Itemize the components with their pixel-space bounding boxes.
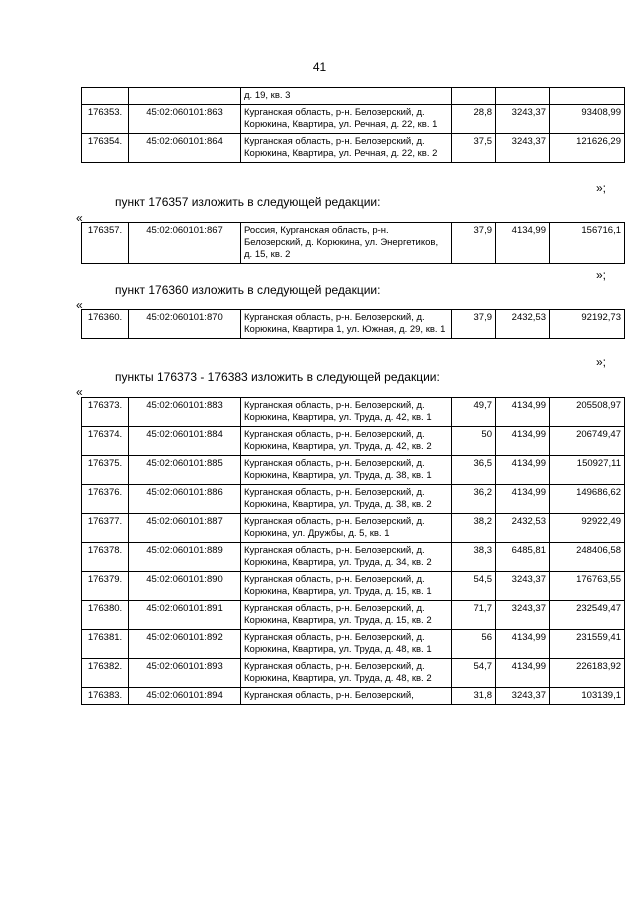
value: 92922,49: [550, 514, 625, 543]
rate: 6485,81: [496, 543, 550, 572]
area: 37,9: [452, 310, 496, 339]
area: 38,3: [452, 543, 496, 572]
table-row: [82, 485, 625, 514]
rate: 2432,53: [496, 514, 550, 543]
row-number: 176381.: [82, 630, 129, 659]
row-number: 176377.: [82, 514, 129, 543]
cadastral-number: 45:02:060101:889: [129, 543, 241, 572]
rate: 4134,99: [496, 630, 550, 659]
table-row: [82, 659, 625, 688]
rate: 4134,99: [496, 223, 550, 264]
value: 248406,58: [550, 543, 625, 572]
row-number: 176375.: [82, 456, 129, 485]
area: 49,7: [452, 398, 496, 427]
address: Курганская область, р-н. Белозерский, д. Корюкина, Квартира, ул. Речная, д. 22, кв. 1: [241, 105, 452, 134]
value: 156716,1: [550, 223, 625, 264]
rate: 4134,99: [496, 659, 550, 688]
rate: 4134,99: [496, 398, 550, 427]
cadastral-number: 45:02:060101:863: [129, 105, 241, 134]
address: Курганская область, р-н. Белозерский, д. Корюкина, Квартира, ул. Труда, д. 15, кв. 1: [241, 572, 452, 601]
table-row: [82, 688, 625, 705]
row-number: 176353.: [82, 105, 129, 134]
value: 92192,73: [550, 310, 625, 339]
table-row: [82, 134, 625, 163]
register-table: [81, 222, 625, 264]
row-number: 176382.: [82, 659, 129, 688]
amendment-paragraph: пункт 176360 изложить в следующей редакции:: [115, 283, 381, 297]
value: 149686,62: [550, 485, 625, 514]
table-row: [82, 223, 625, 264]
address: Курганская область, р-н. Белозерский, д. Корюкина, Квартира, ул. Труда, д. 38, кв. 1: [241, 456, 452, 485]
cadastral-number: 45:02:060101:890: [129, 572, 241, 601]
table-row: [82, 398, 625, 427]
amendment-paragraph: пункты 176373 - 176383 изложить в следующей редакции:: [115, 370, 440, 384]
rate: 3243,37: [496, 134, 550, 163]
cadastral-number: 45:02:060101:864: [129, 134, 241, 163]
value: 226183,92: [550, 659, 625, 688]
row-number: 176374.: [82, 427, 129, 456]
address: д. 19, кв. 3: [241, 88, 452, 105]
amendment-paragraph: пункт 176357 изложить в следующей редакции:: [115, 195, 381, 209]
table-row: [82, 427, 625, 456]
table-row: [82, 310, 625, 339]
value: 205508,97: [550, 398, 625, 427]
row-number: 176357.: [82, 223, 129, 264]
cadastral-number: 45:02:060101:893: [129, 659, 241, 688]
area: 54,7: [452, 659, 496, 688]
area: 28,8: [452, 105, 496, 134]
area: 38,2: [452, 514, 496, 543]
table-row: [82, 88, 625, 105]
row-number: 176379.: [82, 572, 129, 601]
area: 37,5: [452, 134, 496, 163]
address: Курганская область, р-н. Белозерский, д. Корюкина, Квартира, ул. Труда, д. 42, кв. 1: [241, 398, 452, 427]
cadastral-number: 45:02:060101:884: [129, 427, 241, 456]
value: 176763,55: [550, 572, 625, 601]
table-row: [82, 456, 625, 485]
area: 31,8: [452, 688, 496, 705]
value: 103139,1: [550, 688, 625, 705]
opening-quote: «: [76, 385, 83, 399]
table-row: [82, 105, 625, 134]
value: 121626,29: [550, 134, 625, 163]
cadastral-number: 45:02:060101:883: [129, 398, 241, 427]
register-table: [81, 87, 625, 163]
area: 36,2: [452, 485, 496, 514]
address: Курганская область, р-н. Белозерский, д. Корюкина, Квартира, ул. Труда, д. 15, кв. 2: [241, 601, 452, 630]
cadastral-number: 45:02:060101:886: [129, 485, 241, 514]
address: Курганская область, р-н. Белозерский, д. Корюкина, Квартира, ул. Труда, д. 34, кв. 2: [241, 543, 452, 572]
rate: 3243,37: [496, 105, 550, 134]
rate: 2432,53: [496, 310, 550, 339]
rate: 3243,37: [496, 572, 550, 601]
cadastral-number: 45:02:060101:891: [129, 601, 241, 630]
value: 206749,47: [550, 427, 625, 456]
cadastral-number: [129, 88, 241, 105]
register-table: [81, 309, 625, 339]
value: 231559,41: [550, 630, 625, 659]
opening-quote: «: [76, 298, 83, 312]
cadastral-number: 45:02:060101:892: [129, 630, 241, 659]
address: Курганская область, р-н. Белозерский, д. Корюкина, Квартира, ул. Труда, д. 38, кв. 2: [241, 485, 452, 514]
area: 50: [452, 427, 496, 456]
area: 71,7: [452, 601, 496, 630]
closing-quote: »;: [595, 181, 606, 195]
closing-quote: »;: [595, 355, 606, 369]
table-row: [82, 543, 625, 572]
address: Курганская область, р-н. Белозерский, д. Корюкина, Квартира 1, ул. Южная, д. 29, кв. 1: [241, 310, 452, 339]
area: 54,5: [452, 572, 496, 601]
cadastral-number: 45:02:060101:870: [129, 310, 241, 339]
cadastral-number: 45:02:060101:867: [129, 223, 241, 264]
value: [550, 88, 625, 105]
address: Курганская область, р-н. Белозерский, д. Корюкина, Квартира, ул. Труда, д. 48, кв. 2: [241, 659, 452, 688]
value: 232549,47: [550, 601, 625, 630]
area: [452, 88, 496, 105]
address: Курганская область, р-н. Белозерский,: [241, 688, 452, 705]
rate: 3243,37: [496, 688, 550, 705]
address: Курганская область, р-н. Белозерский, д. Корюкина, ул. Дружбы, д. 5, кв. 1: [241, 514, 452, 543]
rate: 3243,37: [496, 601, 550, 630]
value: 150927,11: [550, 456, 625, 485]
address: Россия, Курганская область, р-н. Белозерский, д. Корюкина, ул. Энергетиков, д. 15, кв. 2: [241, 223, 452, 264]
table-row: [82, 514, 625, 543]
row-number: 176378.: [82, 543, 129, 572]
table-row: [82, 630, 625, 659]
cadastral-number: 45:02:060101:887: [129, 514, 241, 543]
opening-quote: «: [76, 211, 83, 225]
row-number: 176380.: [82, 601, 129, 630]
closing-quote: »;: [595, 268, 606, 282]
register-table: [81, 397, 625, 705]
rate: 4134,99: [496, 485, 550, 514]
row-number: 176376.: [82, 485, 129, 514]
row-number: [82, 88, 129, 105]
cadastral-number: 45:02:060101:885: [129, 456, 241, 485]
area: 56: [452, 630, 496, 659]
row-number: 176354.: [82, 134, 129, 163]
value: 93408,99: [550, 105, 625, 134]
rate: [496, 88, 550, 105]
address: Курганская область, р-н. Белозерский, д. Корюкина, Квартира, ул. Речная, д. 22, кв. 2: [241, 134, 452, 163]
page-number: 41: [312, 60, 327, 74]
area: 36,5: [452, 456, 496, 485]
address: Курганская область, р-н. Белозерский, д. Корюкина, Квартира, ул. Труда, д. 48, кв. 1: [241, 630, 452, 659]
area: 37,9: [452, 223, 496, 264]
rate: 4134,99: [496, 456, 550, 485]
rate: 4134,99: [496, 427, 550, 456]
cadastral-number: 45:02:060101:894: [129, 688, 241, 705]
table-row: [82, 601, 625, 630]
row-number: 176360.: [82, 310, 129, 339]
row-number: 176383.: [82, 688, 129, 705]
table-row: [82, 572, 625, 601]
address: Курганская область, р-н. Белозерский, д. Корюкина, Квартира, ул. Труда, д. 42, кв. 2: [241, 427, 452, 456]
row-number: 176373.: [82, 398, 129, 427]
